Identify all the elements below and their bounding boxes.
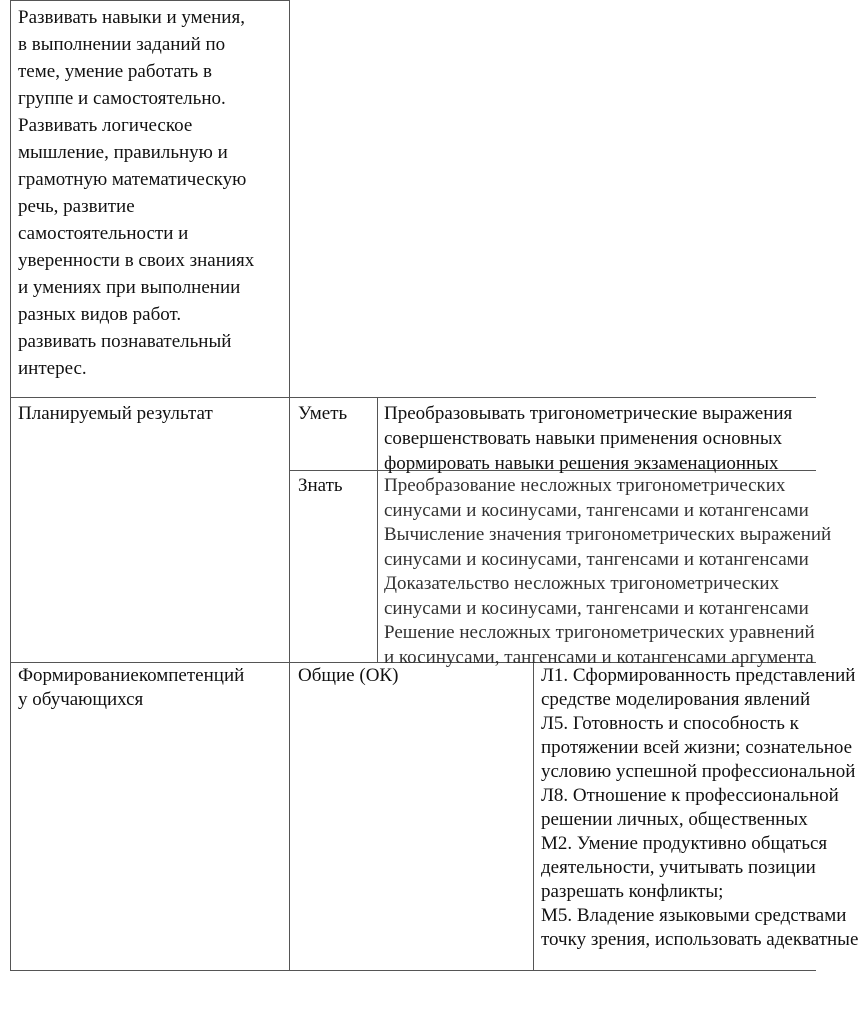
planned-result-label: Планируемый результат [18,403,213,424]
znat-line: синусами и косинусами, тангенсами и котангенсами [384,548,809,570]
umet-label-cell [298,401,376,426]
goals-line: уверенности в своих знаниях [18,250,255,271]
col1-right-border [289,0,290,971]
competency-line: решении личных, общественных [541,809,808,830]
competencies-label-cell [18,664,288,712]
competency-line: Л5. Готовность и способность к [541,713,799,734]
row1-bottom-border [10,397,816,398]
competency-line: протяжении всей жизни; сознательное [541,737,853,758]
znat-line: синусами и косинусами, тангенсами и котангенсами [384,499,809,521]
umet-line: Преобразовывать тригонометрические выражения [384,403,793,424]
competency-line: М2. Умение продуктивно общаться [541,833,828,854]
goals-line: мышление, правильную и [18,142,228,163]
goals-line: интерес. [18,358,87,379]
competency-line: разрешать конфликты; [541,881,724,902]
goals-line: в выполнении заданий по [18,34,226,55]
competency-line: деятельности, учитывать позиции [541,857,816,878]
competencies-label-line: у обучающихся [18,689,144,710]
goals-line: и умениях при выполнении [18,277,241,298]
goals-line: речь, развитие [18,196,135,217]
competency-line: точку зрения, использовать адекватные [541,929,858,950]
competencies-label [18,664,288,712]
znat-text-cell [384,474,832,670]
row2-col2-border [377,397,378,662]
znat-line: Преобразование несложных тригонометрических [384,475,786,496]
table-top-border [10,0,290,1]
goals-text [18,4,288,382]
competency-line: средстве моделирования явлений [541,689,811,710]
umet-line: совершенствовать навыки применения основных [384,428,783,449]
competency-line: Л8. Отношение к профессиональной [541,785,839,806]
znat-text [384,474,832,670]
znat-label-cell [298,474,376,499]
znat-line: Вычисление значения тригонометрических выражений [384,524,832,545]
goals-line: Развивать логическое [18,115,193,136]
umet-label: Уметь [298,403,348,424]
competency-line: М5. Владение языковыми средствами [541,905,847,926]
goals-line: разных видов работ. [18,304,182,325]
competency-line: условию успешной профессиональной [541,761,856,782]
competencies-label-line: Формированиекомпетенций [18,665,245,686]
goals-line: группе и самостоятельно. [18,88,226,109]
znat-line: Доказательство несложных тригонометрических [384,573,780,594]
goals-line: Развивать навыки и умения, [18,7,245,28]
znat-line: Решение несложных тригонометрических уравнений [384,622,815,643]
goals-line: развивать познавательный [18,331,232,352]
table-bottom-border [10,970,816,971]
table-left-border [10,0,11,971]
goals-cell [18,4,288,382]
planned-result-label-cell [18,401,288,426]
znat-label: Знать [298,475,343,496]
competency-line: Л1. Сформированность представлений [541,665,856,686]
goals-line: самостоятельности и [18,223,189,244]
competencies-text [541,664,858,952]
umet-text [384,401,816,476]
umet-text-cell [384,401,816,476]
competency-type-label: Общие (ОК) [298,665,399,686]
goals-line: теме, умение работать в [18,61,212,82]
goals-line: грамотную математическую [18,169,247,190]
znat-line: и косинусами, тангенсами и котангенсами аргумента [384,646,814,668]
row3-col2-border [533,662,534,971]
znat-line: синусами и косинусами, тангенсами и котангенсами [384,597,809,619]
competencies-text-cell [541,664,858,952]
competency-type-cell [298,664,532,688]
umet-line: формировать навыки решения экзаменационных [384,453,779,474]
